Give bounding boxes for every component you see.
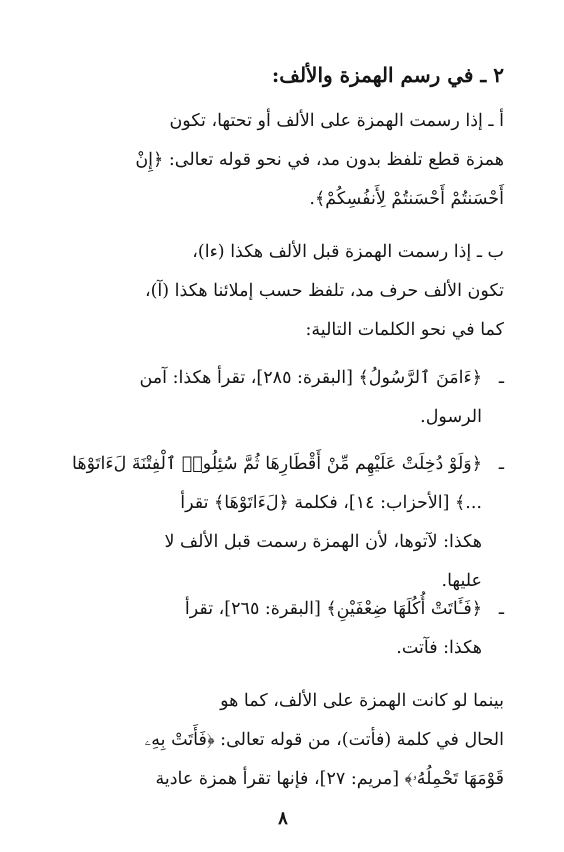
text-line: كما في نحو الكلمات التالية: xyxy=(305,320,504,340)
list-dash: ـ xyxy=(498,599,504,619)
text-line: بينما لو كانت الهمزة على الألف، كما هو xyxy=(220,691,504,711)
text-line: الحال في كلمة (فأتت)، من قوله تعالى: ﴿فَأَتَتْ بِهِۦ xyxy=(144,730,504,750)
text-line: قَوْمَهَا تَحْمِلُهُۥ﴾ [مريم: ٢٧]، فإنها تقرأ همزة عادية xyxy=(155,769,504,789)
text-line: أ ـ إذا رسمت الهمزة على الألف أو تحتها، تكون xyxy=(169,111,504,131)
text-line: الرسول. xyxy=(420,407,482,427)
text-line: ب ـ إذا رسمت الهمزة قبل الألف هكذا (ءا)، xyxy=(192,242,504,262)
paragraph-hamza-before-alif xyxy=(62,233,504,350)
section-heading: ٢ ـ في رسم الهمزة والألف: xyxy=(271,63,504,87)
list-dash: ـ xyxy=(498,454,504,474)
text-line: ﴿فَـَٔاتَتْ أُكُلَهَا ضِعْفَيْنِ﴾ [البقرة: ٢٦٥]، تقرأ xyxy=(184,599,482,619)
paragraph-hamza-on-alif xyxy=(62,682,504,799)
text-line: ...﴾ [الأحزاب: ١٤]، فكلمة ﴿لَءَاتَوْهَا﴾ تقرأ xyxy=(180,493,482,513)
book-page xyxy=(62,0,504,852)
text-line: أَحْسَنتُمْ أَحْسَنتُمْ لِأَنفُسِكُمْ﴾. xyxy=(309,189,504,209)
text-line: ﴿وَلَوْ دُخِلَتْ عَلَيْهِم مِّنْ أَقْطَارِهَا ثُمَّ سُئِلُوا۟ ٱلْفِتْنَةَ لَءَاتَوْهَا xyxy=(72,454,482,474)
text-line: هكذا: لآتوها، لأن الهمزة رسمت قبل الألف لا xyxy=(164,532,482,552)
paragraph-alif-hamza-above xyxy=(62,102,504,219)
example-item xyxy=(62,445,504,601)
text-line: هكذا: فآتت. xyxy=(396,638,482,658)
list-dash: ـ xyxy=(498,368,504,388)
text-line: ﴿ءَامَنَ ٱلرَّسُولُ﴾ [البقرة: ٢٨٥]، تقرأ هكذا: آمن xyxy=(139,368,482,388)
page-number: ٨ xyxy=(278,808,288,829)
example-item xyxy=(62,359,504,437)
text-line: تكون الألف حرف مد، تلفظ حسب إملائنا هكذا (آ)، xyxy=(144,281,504,301)
example-item xyxy=(62,590,504,668)
text-line: عليها. xyxy=(441,571,482,591)
text-line: همزة قطع تلفظ بدون مد، في نحو قوله تعالى: ﴿إِنْ xyxy=(135,150,504,170)
